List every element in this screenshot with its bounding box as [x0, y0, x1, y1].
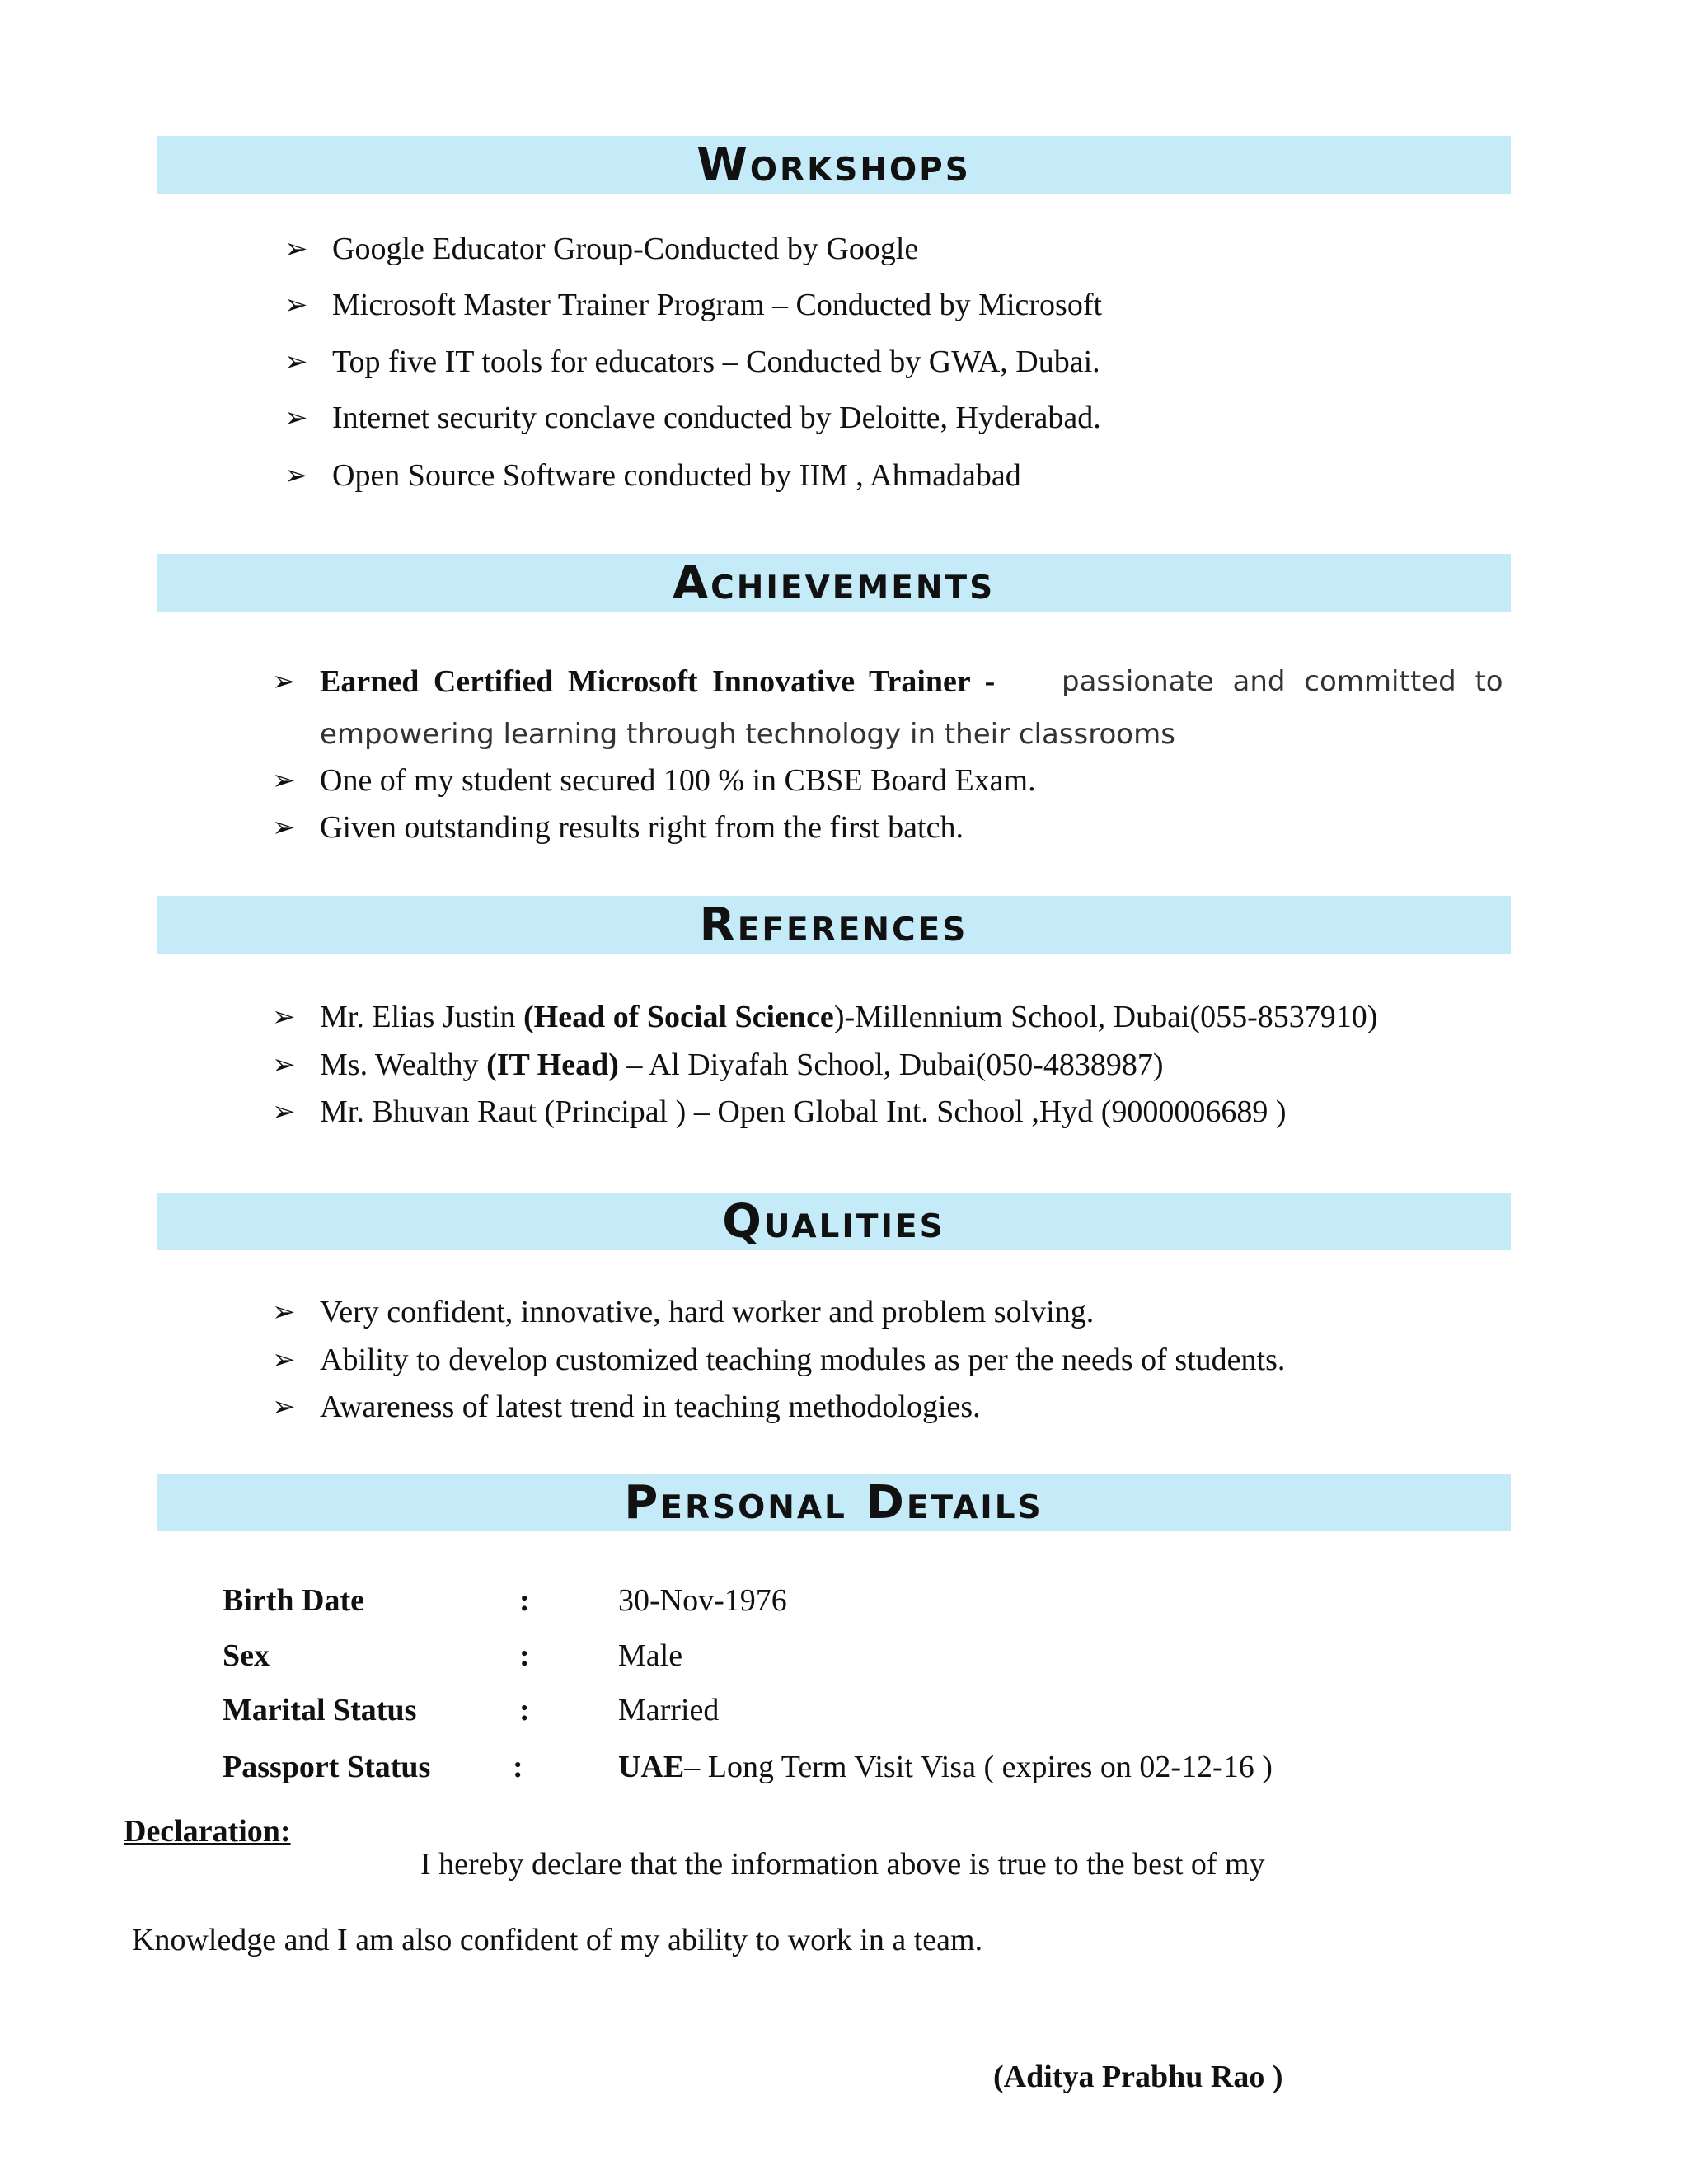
- declaration-title: Declaration:: [124, 1814, 291, 1849]
- qualities-header: [157, 1193, 1511, 1250]
- workshops-title: Workshops: [696, 138, 971, 192]
- arrow-bullet-icon: ➢: [272, 1390, 296, 1423]
- arrow-bullet-icon: ➢: [272, 665, 296, 698]
- personal-details-header: [157, 1474, 1511, 1531]
- achievements-title: Achievements: [672, 555, 996, 610]
- references-title: References: [699, 898, 968, 952]
- arrow-bullet-icon: ➢: [284, 459, 308, 492]
- arrow-bullet-icon: ➢: [272, 764, 296, 797]
- achievements-header: [157, 554, 1511, 612]
- arrow-bullet-icon: ➢: [284, 345, 308, 378]
- arrow-bullet-icon: ➢: [272, 1296, 296, 1329]
- workshops-header: [157, 136, 1511, 194]
- references-header: [157, 896, 1511, 954]
- personal-details-title: Personal Details: [624, 1475, 1043, 1530]
- declaration-text-line2: Knowledge and I am also confident of my ability to work in a team.: [132, 1923, 983, 1957]
- signature-name: (Aditya Prabhu Rao ): [993, 2060, 1283, 2094]
- arrow-bullet-icon: ➢: [284, 401, 308, 434]
- arrow-bullet-icon: ➢: [272, 1343, 296, 1376]
- arrow-bullet-icon: ➢: [284, 288, 308, 321]
- arrow-bullet-icon: ➢: [272, 1001, 296, 1033]
- arrow-bullet-icon: ➢: [272, 1095, 296, 1128]
- arrow-bullet-icon: ➢: [272, 811, 296, 844]
- arrow-bullet-icon: ➢: [284, 232, 308, 265]
- qualities-title: Qualities: [722, 1194, 945, 1249]
- declaration-text-line1: I hereby declare that the information above is true to the best of my: [420, 1847, 1265, 1882]
- arrow-bullet-icon: ➢: [272, 1048, 296, 1081]
